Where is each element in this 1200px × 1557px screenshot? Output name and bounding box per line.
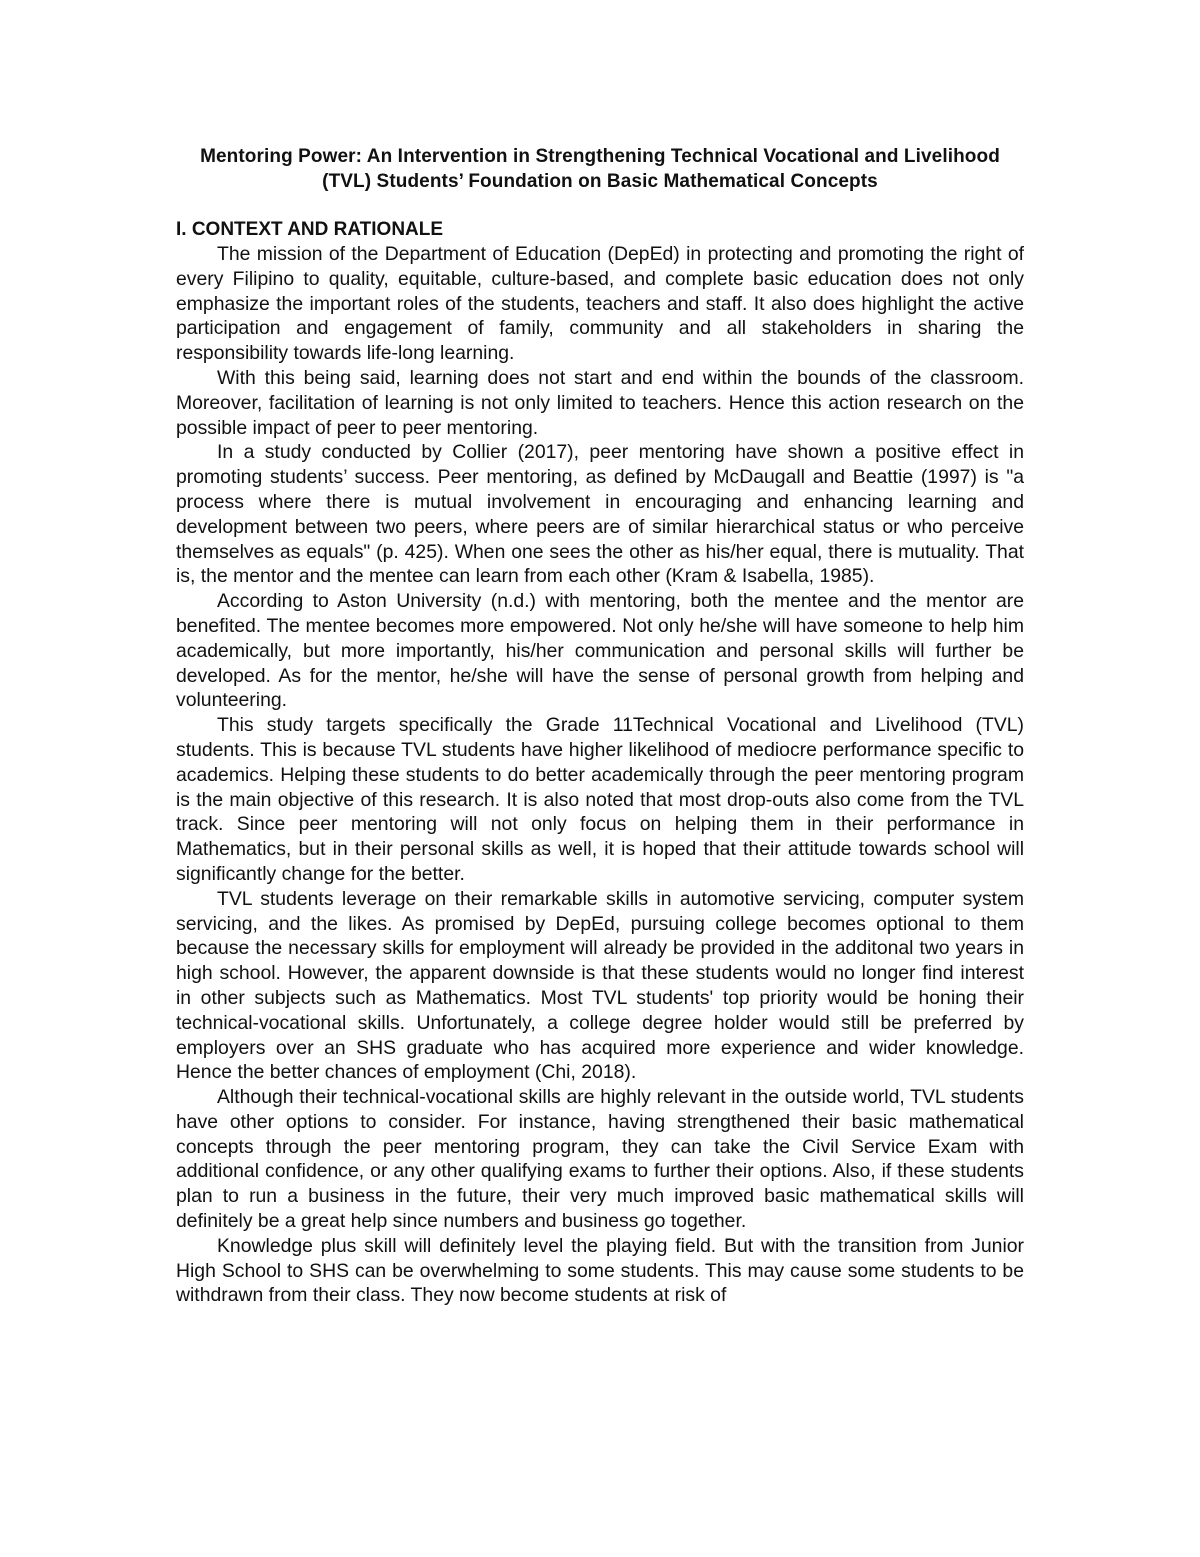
paragraph-other-options: Although their technical-vocational skills are highly relevant in the outside world, TVL students have other options to consider. For instance, having strengthened their basic mathematical concepts through the peer mentoring program, they can take the Civil Service Exam with additional confidence, or any other qualifying exams to further their options. Also, if these students plan to run a business in the future, their very much improved basic mathematical skills will definitely be a great help since numbers and business go together. [176,1086,1024,1233]
section-heading: I. CONTEXT AND RATIONALE [176,219,444,240]
paragraph-mission: The mission of the Department of Education (DepEd) in protecting and promoting the right of every Filipino to quality, equitable, culture-based, and complete basic education does not only emphasize the important roles of the students, teachers and staff. It also does highlight the active participation and engagement of family, community and all stakeholders in sharing the responsibility towards life-long learning. [176,243,1024,365]
paragraph-tvl-skills: TVL students leverage on their remarkable skills in automotive servicing, computer system servicing, and the likes. As promised by DepEd, pursuing college becomes optional to them because the necessary skills for employment will already be provided in the additonal two years in high school. However, the apparent downside is that these students would no longer find interest in other subjects such as Mathematics. Most TVL students' top priority would be honing their technical-vocational skills. Unfortunately, a college degree holder would still be preferred by employers over an SHS graduate who has acquired more experience and wider knowledge. Hence the better chances of employment (Chi, 2018). [176,887,1024,1084]
paragraph-knowledge-skill: Knowledge plus skill will definitely level the playing field. But with the transition from Junior High School to SHS can be overwhelming to some students. This may cause some students to be withdrawn from their class. They now become students at risk of [176,1234,1024,1307]
document-title: Mentoring Power: An Intervention in Strengthening Technical Vocational and Livelihood (TVL) Students’ Foundation on Basic Mathematical Concepts [200,146,1000,192]
paragraph-peer-mentoring-definition: In a study conducted by Collier (2017), peer mentoring have shown a positive effect in promoting students’ success. Peer mentoring, as defined by McDaugall and Beattie (1997) is "a process where there is mutual involvement in encouraging and enhancing learning and development between two peers, where peers are of similar hierarchical status or who perceive themselves as equals" (p. 425). When one sees the other as his/her equal, there is mutuality. That is, the mentor and the mentee can learn from each other (Kram & Isabella, 1985). [176,441,1024,588]
paragraph-study-target: This study targets specifically the Grade 11Technical Vocational and Livelihood (TVL) students. This is because TVL students have higher likelihood of mediocre performance specific to academics. Helping these students to do better academically through the peer mentoring program is the main objective of this research. It is also noted that most drop-outs also come from the TVL track. Since peer mentoring will not only focus on helping them in their performance in Mathematics, but in their personal skills as well, it is hoped that their attitude towards school will significantly change for the better. [176,714,1024,885]
paragraph-learning-bounds: With this being said, learning does not start and end within the bounds of the classroom. Moreover, facilitation of learning is not only limited to teachers. Hence this action research on the possible impact of peer to peer mentoring. [176,366,1024,439]
document-body [176,144,1024,1308]
paragraph-aston-university: According to Aston University (n.d.) with mentoring, both the mentee and the mentor are benefited. The mentee becomes more empowered. Not only he/she will have someone to help him academically, but more importantly, his/her communication and personal skills will further be developed. As for the mentor, he/she will have the sense of personal growth from helping and volunteering. [176,590,1024,712]
